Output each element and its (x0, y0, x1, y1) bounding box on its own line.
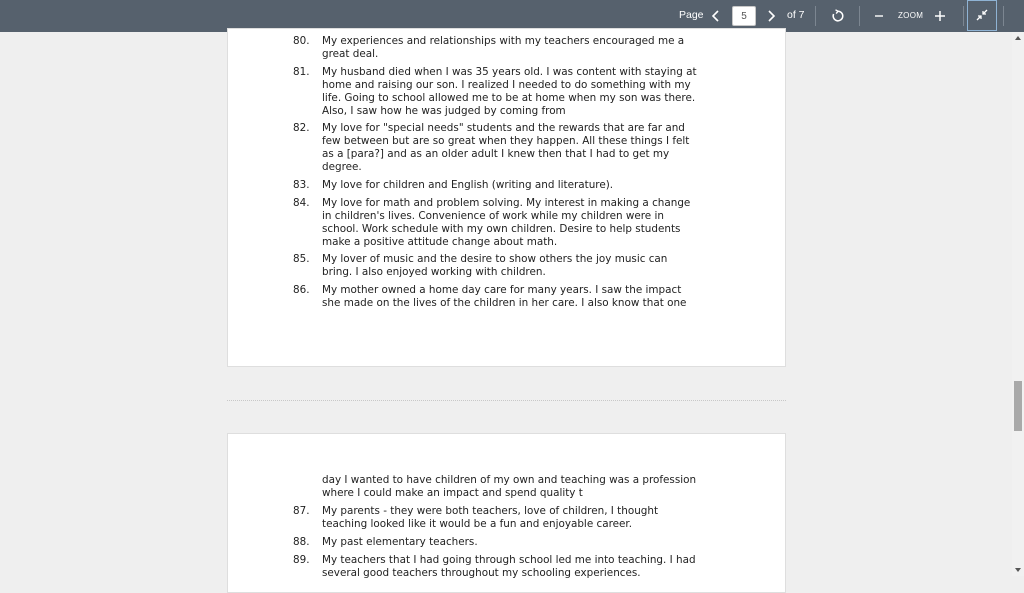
text-line: My parents - they were both teachers, love of children, I thought (322, 505, 659, 517)
item-number: 81. (293, 66, 310, 78)
text-line: in children's lives. Convenience of work while my children were in (322, 210, 664, 222)
item-number: 83. (293, 179, 310, 191)
text-line: My husband died when I was 35 years old. I was content with staying at (322, 66, 697, 78)
item-number: 87. (293, 505, 310, 517)
text-line: she made on the lives of the children in her care. I also know that one (322, 297, 687, 309)
text-line: make a positive attitude change about math. (322, 236, 558, 248)
item-number: 80. (293, 35, 310, 47)
toolbar-divider (963, 6, 964, 26)
scroll-down-icon[interactable] (1012, 564, 1024, 576)
text-line: several good teachers throughout my schooling experiences. (322, 567, 641, 579)
text-line: school. Work schedule with my own children. Desire to help students (322, 223, 681, 235)
scrollbar-thumb[interactable] (1014, 381, 1022, 431)
text-line: My love for children and English (writing and literature). (322, 179, 614, 191)
text-line: My past elementary teachers. (322, 536, 478, 548)
text-line: day I wanted to have children of my own and teaching was a profession (322, 474, 697, 486)
text-line: life. Going to school allowed me to be at home when my son was there. (322, 92, 696, 104)
text-line: My lover of music and the desire to show others the joy music can (322, 253, 668, 265)
item-number: 84. (293, 197, 310, 209)
item-number: 86. (293, 284, 310, 296)
exit-fullscreen-icon (976, 6, 988, 25)
page-number-input[interactable] (732, 6, 756, 26)
text-line: My love for "special needs" students and the rewards that are far and (322, 122, 685, 134)
text-line: few between but are so great when they happen. All these things I felt (322, 135, 690, 147)
page-count: of 7 (787, 9, 805, 21)
text-line: My teachers that I had going through school led me into teaching. I had (322, 554, 696, 566)
text-line: great deal. (322, 48, 379, 60)
text-line: where I could make an impact and spend quality t (322, 487, 583, 499)
text-line: degree. (322, 161, 362, 173)
toolbar-divider (1003, 6, 1004, 26)
text-line: teaching looked like it would be a fun and enjoyable career. (322, 518, 633, 530)
text-line: home and raising our son. I realized I needed to do something with my (322, 79, 691, 91)
page-separator (227, 400, 786, 401)
text-line: bring. I also enjoyed working with children. (322, 266, 546, 278)
item-number: 89. (293, 554, 310, 566)
item-number: 85. (293, 253, 310, 265)
item-number: 82. (293, 122, 310, 134)
text-line: My experiences and relationships with my teachers encouraged me a (322, 35, 685, 47)
exit-fullscreen-button[interactable] (967, 0, 997, 31)
zoom-label: ZOOM (898, 11, 924, 20)
chevron-right-icon[interactable] (761, 6, 781, 26)
vertical-scrollbar[interactable] (1012, 32, 1024, 576)
minus-icon[interactable] (869, 6, 889, 26)
text-line: My love for math and problem solving. My interest in making a change (322, 197, 691, 209)
text-line: Also, I saw how he was judged by coming from (322, 105, 566, 117)
toolbar-divider (859, 6, 860, 26)
scroll-up-icon[interactable] (1012, 32, 1024, 44)
plus-icon[interactable] (930, 6, 950, 26)
toolbar-divider (815, 6, 816, 26)
rotate-icon[interactable] (828, 6, 848, 26)
text-line: as a [para?] and as an older adult I knew then that I had to get my (322, 148, 670, 160)
page-label: Page (679, 9, 704, 21)
item-number: 88. (293, 536, 310, 548)
text-line: My mother owned a home day care for many years. I saw the impact (322, 284, 682, 296)
chevron-left-icon[interactable] (706, 6, 726, 26)
